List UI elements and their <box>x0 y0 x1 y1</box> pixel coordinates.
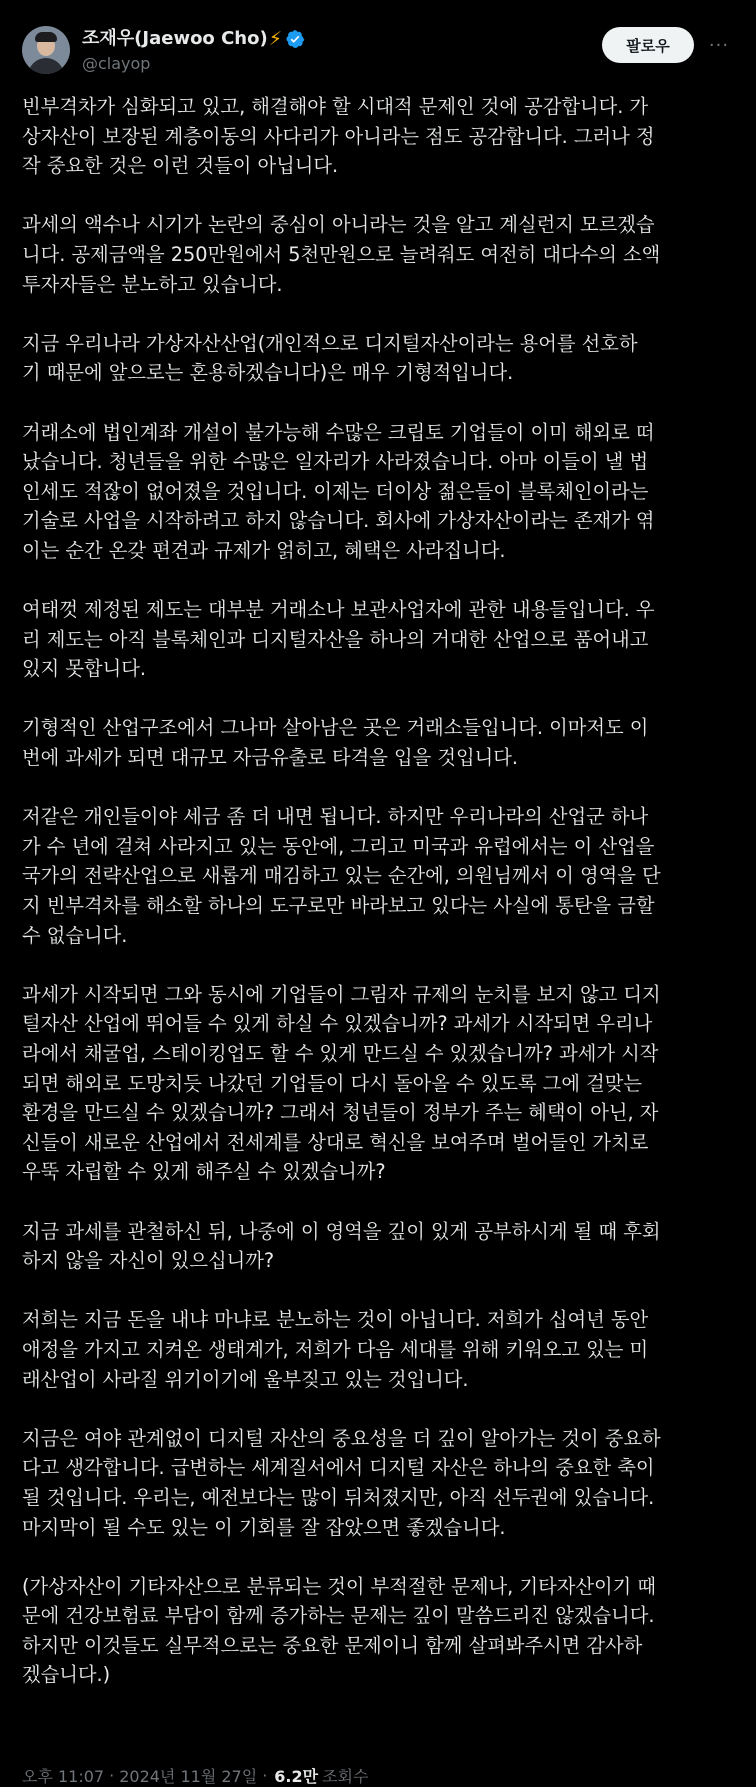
post-paragraph: 지금 과세를 관철하신 뒤, 나중에 이 영역을 깊이 있게 공부하시게 될 때 후회 하지 않을 자신이 있으십니까? <box>22 1219 661 1273</box>
verified-badge-icon[interactable] <box>285 29 305 49</box>
post-paragraph: 저같은 개인들이야 세금 좀 더 내면 됩니다. 하지만 우리나라의 산업군 하나 가 수 년에 걸쳐 사라지고 있는 동안에, 그리고 미국과 유럽에서는 이 산업을 국가의 전략산업으로 새롭게 매김하고 있는 순간에, 의원님께서 이 영역을 단 지 빈부격차를 해소할 하나의 도구로만 바라보고 있다는 사실에 통탄을 금할 수 없습니다. <box>22 805 661 947</box>
meta-separator: · <box>262 1766 268 1785</box>
post-paragraph: 과세가 시작되면 그와 동시에 기업들이 그림자 규제의 눈치를 보지 않고 디지 털자산 산업에 뛰어들 수 있게 하실 수 있겠습니까? 과세가 시작되면 우리나 라에서 채굴업, 스테이킹업도 할 수 있게 만드실 수 있겠습니까? 과세가 시작 되면 해외로 도망치듯 나갔던 기업들이 다시 돌아올 수 있도록 그에 걸맞는 환경을 만드실 수 있겠습니까? 그래서 청년들이 정부가 주는 혜택이 아닌, 자 신들이 새로운 산업에서 전세계를 상대로 혁신을 보여주며 벌어들인 가치로 우뚝 자립할 수 있게 해주실 수 있겠습니까? <box>22 982 661 1184</box>
post-text <box>22 92 734 1690</box>
views-label: 조회수 <box>322 1767 369 1786</box>
post-paragraph: 과세의 액수나 시기가 논란의 중심이 아니라는 것을 알고 계실런지 모르겠습 니다. 공제금액을 250만원에서 5천만원으로 늘려줘도 여전히 대다수의 소액 투자자들은 분노하고 있습니다. <box>22 213 661 296</box>
post-paragraph: 저희는 지금 돈을 내냐 마냐로 분노하는 것이 아닙니다. 저희가 십여년 동안 애정을 가지고 지켜온 생태계가, 저희가 다음 세대를 위해 키워오고 있는 미 래산업이 사라질 위기이기에 울부짖고 있는 것입니다. <box>22 1308 649 1391</box>
post-paragraph: 지금 우리나라 가상자산산업(개인적으로 디지털자산이라는 용어를 선호하 기 때문에 앞으로는 혼용하겠습니다)은 매우 기형적입니다. <box>22 331 638 385</box>
post-date[interactable]: 2024년 11월 27일 <box>119 1767 258 1786</box>
lightning-bolt-icon: ⚡ <box>268 28 283 50</box>
post-paragraph: 기형적인 산업구조에서 그나마 살아남은 곳은 거래소들입니다. 이마저도 이 번에 과세가 되면 대규모 자금유출로 타격을 입을 것입니다. <box>22 716 649 770</box>
post-header <box>0 0 756 96</box>
post-time[interactable]: 오후 11:07 <box>22 1767 105 1786</box>
more-options-icon[interactable]: ··· <box>708 34 730 56</box>
post-paragraph: (가상자산이 기타자산으로 분류되는 것이 부적절한 문제나, 기타자산이기 때 문에 건강보험료 부담이 함께 증가하는 문제는 깊이 말씀드리진 않겠습니다. 하지만 이것들도 실무적으로는 중요한 문제이니 함께 살펴봐주시면 감사하 겠습니다.) <box>22 1574 656 1687</box>
post-paragraph: 여태껏 제정된 제도는 대부분 거래소나 보관사업자에 관한 내용들입니다. 우 리 제도는 아직 블록체인과 디지털자산을 하나의 거대한 산업으로 품어내고 있지 못합니다. <box>22 598 655 681</box>
author-name[interactable]: 조재우(Jaewoo Cho) <box>82 28 268 49</box>
author-handle[interactable]: @clayop <box>82 54 151 73</box>
views-count[interactable]: 6.2만 <box>274 1767 319 1786</box>
avatar-body-shape <box>28 58 64 74</box>
follow-button[interactable]: 팔로우 <box>602 27 694 63</box>
avatar[interactable] <box>22 26 70 74</box>
avatar-hair-shape <box>35 32 57 42</box>
author-name-row[interactable] <box>82 28 305 50</box>
post-paragraph: 지금은 여야 관계없이 디지털 자산의 중요성을 더 깊이 알아가는 것이 중요하 다고 생각합니다. 급변하는 세계질서에서 디지털 자산은 하나의 중요한 축이 될 것입니다. 우리는, 예전보다는 많이 뒤처졌지만, 아직 선두권에 있습니다. 마지막이 될 수도 있는 이 기회를 잘 잡았으면 좋겠습니다. <box>22 1426 661 1539</box>
meta-separator: · <box>109 1766 115 1785</box>
post-paragraph: 빈부격차가 심화되고 있고, 해결해야 할 시대적 문제인 것에 공감합니다. 가 상자산이 보장된 계층이동의 사다리가 아니라는 점도 공감합니다. 그러나 정 작 중요한 것은 이런 것들이 아닙니다. <box>22 95 655 178</box>
post-paragraph: 거래소에 법인계좌 개설이 불가능해 수많은 크립토 기업들이 이미 해외로 떠 났습니다. 청년들을 위한 수많은 일자리가 사라졌습니다. 아마 이들이 낼 법 인세도 적잖이 없어졌을 것입니다. 이제는 더이상 젊은들이 블록체인이라는 기술로 사업을 시작하려고 하지 않습니다. 회사에 가상자산이라는 존재가 엮 이는 순간 온갖 편견과 규제가 얽히고, 혜택은 사라집니다. <box>22 420 655 562</box>
